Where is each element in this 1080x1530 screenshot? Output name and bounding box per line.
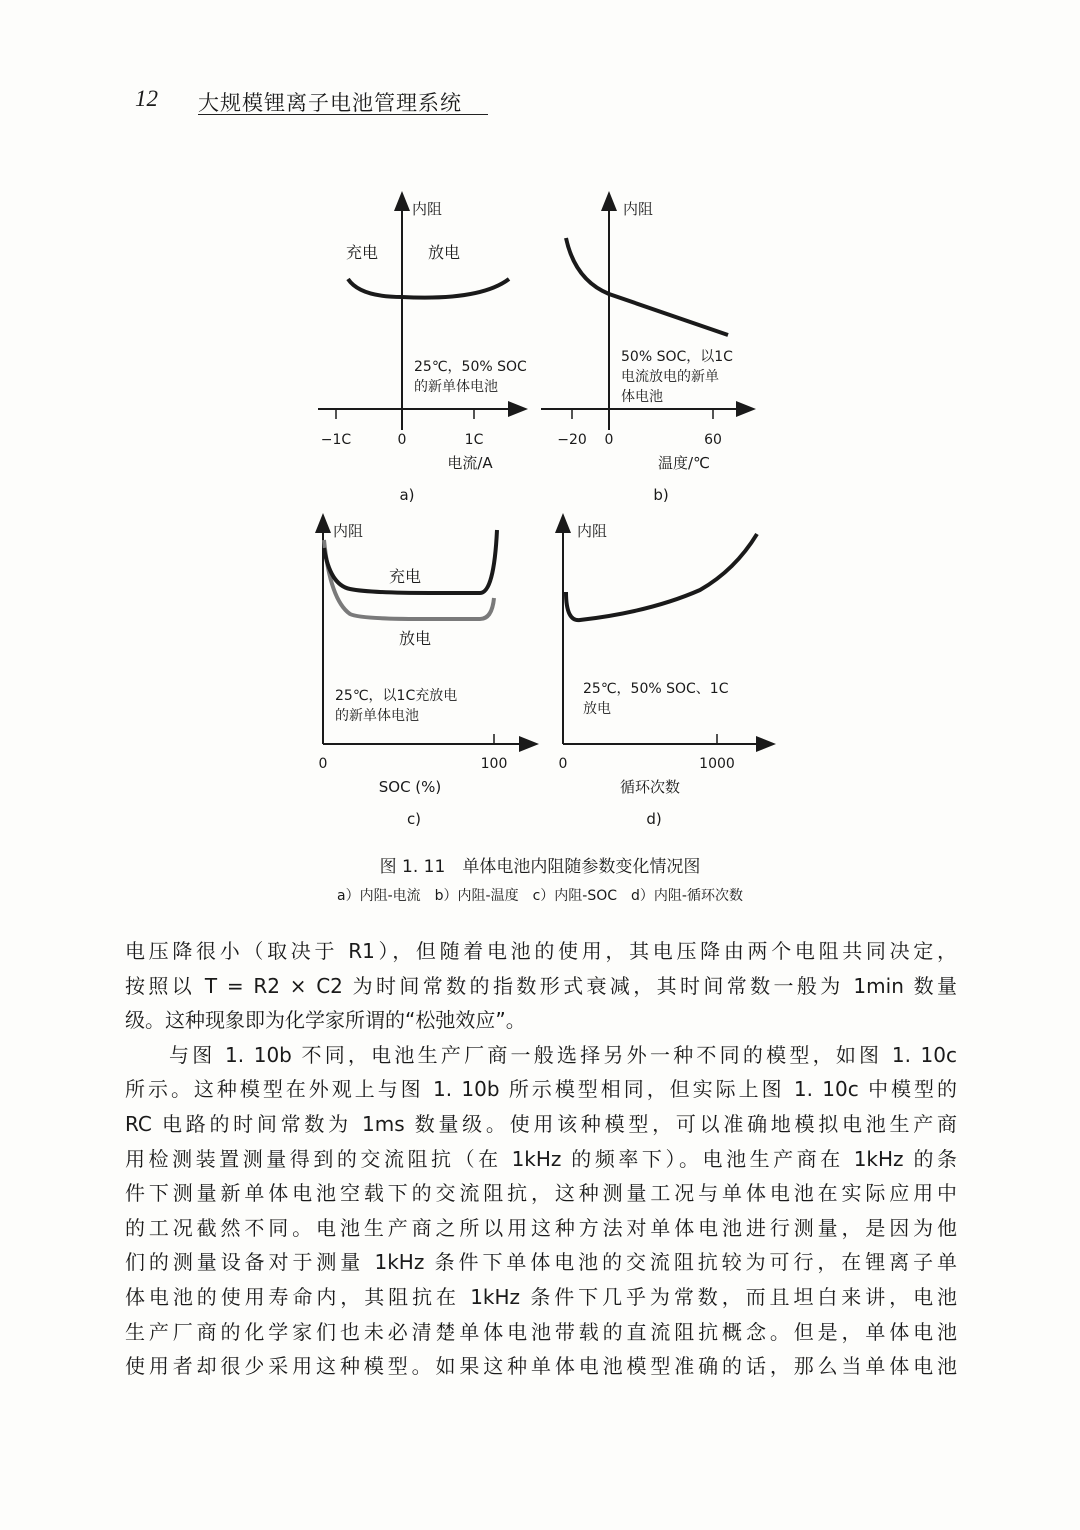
panel-a-xlabel: 电流/A (447, 454, 493, 472)
panel-a-discharge-label: 放电 (428, 243, 461, 262)
panel-d-sublabel: d) (646, 810, 662, 828)
panel-b-tick-label-60: 60 (704, 432, 722, 448)
panel-b-note-line2: 电流放电的新单 (621, 369, 719, 385)
body-line: 按照以 T = R2 × C2 为时间常数的指数形式衰减，其时间常数一般为 1min 数量 (125, 973, 957, 998)
panel-b-tick-label-0: 0 (604, 432, 614, 448)
body-text (125, 934, 957, 1384)
panel-a-tick-label-neg1c: −1C (320, 432, 352, 448)
body-line: 的工况截然不同。电池生产商之所以用这种方法对单体电池进行测量，是因为他 (125, 1215, 957, 1240)
panel-d (559, 522, 766, 828)
panel-c-tick-label-0: 0 (318, 756, 328, 772)
figure-subcaption: a）内阻-电流 b）内阻-温度 c）内阻-SOC d）内阻-循环次数 (337, 888, 743, 904)
body-line: 与图 1. 10b 不同，电池生产厂商一般选择另外一种不同的模型，如图 1. 10c (169, 1042, 957, 1067)
panel-b (541, 200, 746, 504)
panel-b-note-line1: 50% SOC，以1C (621, 349, 733, 365)
panel-c-note-line2: 的新单体电池 (335, 708, 419, 724)
panel-a (318, 200, 527, 504)
panel-b-xlabel: 温度/℃ (658, 454, 710, 472)
figure-caption: 图 1. 11 单体电池内阻随参数变化情况图 (379, 857, 701, 877)
panel-c-tick-label-100: 100 (480, 756, 508, 772)
panel-a-tick-label-0: 0 (397, 432, 407, 448)
panel-a-note-line2: 的新单体电池 (414, 379, 498, 395)
panel-a-tick-label-1c: 1C (464, 432, 484, 448)
panel-d-xlabel: 循环次数 (619, 778, 681, 796)
panel-d-curve (566, 534, 757, 620)
panel-d-note-line1: 25℃，50% SOC、1C (583, 681, 729, 697)
panel-a-ylabel: 内阻 (412, 200, 443, 218)
panel-a-curve (348, 279, 509, 298)
panel-c-charge-label: 充电 (389, 567, 422, 586)
body-line: 件下测量新单体电池空载下的交流阻抗，这种测量工况与单体电池在实际应用中 (125, 1181, 957, 1206)
panel-d-tick-label-0: 0 (558, 756, 568, 772)
panel-b-sublabel: b) (653, 486, 669, 504)
body-line: 级。这种现象即为化学家所谓的“松弛效应”。 (125, 1008, 526, 1033)
panel-d-note-line2: 放电 (583, 701, 611, 717)
panel-b-curve (566, 238, 728, 335)
panel-a-note-line1: 25℃，50% SOC (414, 359, 527, 375)
body-line: 们的测量设备对于测量 1kHz 条件下单体电池的交流阻抗较为可行，在锂离子单 (125, 1250, 957, 1275)
panel-d-tick-label-1000: 1000 (699, 756, 735, 772)
panel-c-discharge-label: 放电 (399, 629, 432, 648)
panel-c-sublabel: c) (406, 810, 422, 828)
panel-b-note-line3: 体电池 (621, 389, 663, 405)
panel-c (319, 522, 529, 828)
body-line: RC 电路的时间常数为 1ms 数量级。使用该种模型，可以准确地模拟电池生产商 (125, 1111, 957, 1136)
panel-a-charge-label: 充电 (346, 243, 379, 262)
panel-c-ylabel: 内阻 (333, 522, 364, 540)
body-line: 体电池的使用寿命内，其阻抗在 1kHz 条件下几乎为常数，而且坦白来讲，电池 (125, 1284, 957, 1309)
panel-d-ylabel: 内阻 (577, 522, 608, 540)
body-line: 生产厂商的化学家们也未必清楚单体电池带载的直流阻抗概念。但是，单体电池 (125, 1319, 957, 1344)
panel-c-xlabel: SOC (%) (378, 778, 442, 796)
body-line: 使用者却很少采用这种模型。如果这种单体电池模型准确的话，那么当单体电池 (125, 1354, 957, 1379)
panel-c-note-line1: 25℃，以1C充放电 (335, 688, 458, 704)
panel-b-ylabel: 内阻 (623, 200, 654, 218)
book-title: 大规模锂离子电池管理系统 (198, 91, 462, 115)
panel-a-sublabel: a) (399, 486, 415, 504)
page-number: 12 (135, 86, 158, 111)
body-line: 用检测装置测量得到的交流阻抗（在 1kHz 的频率下）。电池生产商在 1kHz 的条 (125, 1146, 957, 1171)
body-line: 所示。这种模型在外观上与图 1. 10b 所示模型相同，但实际上图 1. 10c 中模型的 (125, 1077, 957, 1102)
body-line: 电压降很小（取决于 R1），但随着电池的使用，其电压降由两个电阻共同决定， (125, 939, 957, 963)
panel-b-tick-label-neg20: −20 (557, 432, 587, 448)
